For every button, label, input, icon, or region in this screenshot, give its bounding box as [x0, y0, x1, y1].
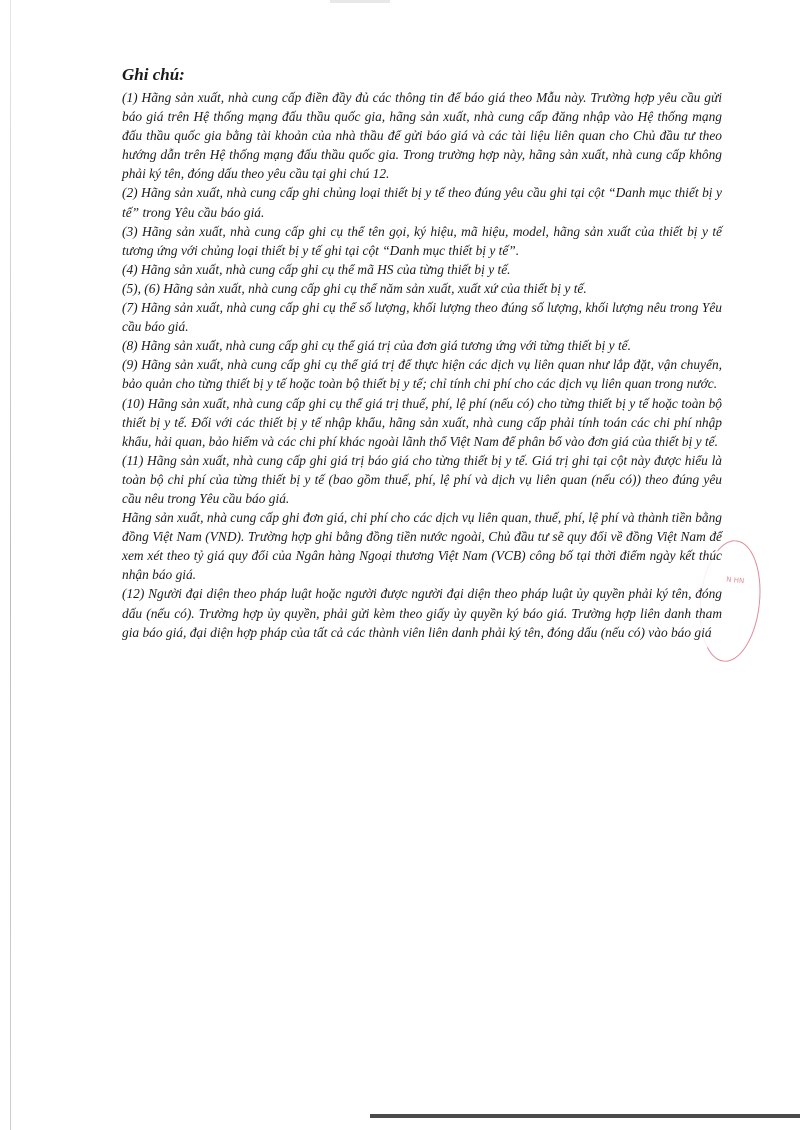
- note-paragraph: (12) Người đại diện theo pháp luật hoặc người được người đại diện theo pháp luật ủy quyền phải ký tên, đóng dấu (nếu có). Trường hợp ủy quyền, phải gửi kèm theo giấy ủy quyền ký báo giá. Trường hợp liên danh tham gia báo giá, đại diện hợp pháp của tất cả các thành viên liên danh phải ký tên, đóng dấu (nếu có) vào báo giá: [122, 586, 722, 640]
- note-paragraph: (3) Hãng sản xuất, nhà cung cấp ghi cụ thể tên gọi, ký hiệu, mã hiệu, model, hãng sản xuất của thiết bị y tế tương ứng với chủng loại thiết bị y tế ghi tại cột “Danh mục thiết bị y tế”.: [122, 223, 722, 258]
- note-paragraph: (1) Hãng sản xuất, nhà cung cấp điền đầy đủ các thông tin để báo giá theo Mẫu này. Trường hợp yêu cầu gửi báo giá trên Hệ thống mạng đấu thầu quốc gia, hãng sản xuất, nhà cung cấp đăng nhập vào Hệ thống mạng đấu thầu quốc gia bằng tài khoản của nhà thầu để gửi báo giá và các tài liệu liên quan cho Chủ đầu tư theo hướng dẫn trên Hệ thống mạng đấu thầu quốc gia. Trong trường hợp này, hãng sản xuất, nhà cung cấp không phải ký tên, đóng dấu theo yêu cầu tại ghi chú 12.: [122, 90, 722, 182]
- scan-left-edge: [10, 0, 11, 1130]
- scan-top-smudge: [330, 0, 390, 3]
- notes-section: [122, 64, 722, 642]
- note-paragraph: (8) Hãng sản xuất, nhà cung cấp ghi cụ thể giá trị của đơn giá tương ứng với từng thiết bị y tế.: [122, 338, 631, 354]
- note-paragraph: (11) Hãng sản xuất, nhà cung cấp ghi giá trị báo giá cho từng thiết bị y tế. Giá trị ghi tại cột này được hiểu là toàn bộ chi phí của từng thiết bị y tế (bao gồm thuế, phí, lệ phí và dịch vụ liên quan (nếu có)) theo đúng yêu cầu nêu trong Yêu cầu báo giá.: [122, 452, 722, 506]
- note-paragraph: (5), (6) Hãng sản xuất, nhà cung cấp ghi cụ thể năm sản xuất, xuất xứ của thiết bị y tế.: [122, 280, 587, 296]
- notes-heading: Ghi chú:: [122, 65, 185, 84]
- note-paragraph: (7) Hãng sản xuất, nhà cung cấp ghi cụ thể số lượng, khối lượng theo đúng số lượng, khối lượng nêu trong Yêu cầu báo giá.: [122, 300, 722, 335]
- stamp-text: N HN: [725, 575, 745, 586]
- note-paragraph: (10) Hãng sản xuất, nhà cung cấp ghi cụ thể giá trị thuế, phí, lệ phí (nếu có) cho từng thiết bị y tế hoặc toàn bộ thiết bị y tế. Đối với các thiết bị y tế nhập khẩu, hãng sản xuất, nhà cung cấp phải tính toán các chi phí nhập khẩu, hải quan, bảo hiểm và các chi phí khác ngoài lãnh thổ Việt Nam để phân bổ vào đơn giá của thiết bị y tế.: [122, 395, 722, 449]
- note-paragraph: (4) Hãng sản xuất, nhà cung cấp ghi cụ thể mã HS của từng thiết bị y tế.: [122, 261, 511, 277]
- note-paragraph: (9) Hãng sản xuất, nhà cung cấp ghi cụ thể giá trị để thực hiện các dịch vụ liên quan như lắp đặt, vận chuyển, bảo quản cho từng thiết bị y tế hoặc toàn bộ thiết bị y tế; chỉ tính chi phí cho các dịch vụ liên quan trong nước.: [122, 357, 722, 392]
- note-paragraph: Hãng sản xuất, nhà cung cấp ghi đơn giá, chi phí cho các dịch vụ liên quan, thuế, phí, lệ phí và thành tiền bằng đồng Việt Nam (VND). Trường hợp ghi bằng đồng tiền nước ngoài, Chủ đầu tư sẽ quy đổi về đồng Việt Nam để xem xét theo tỷ giá quy đổi của Ngân hàng Ngoại thương Việt Nam (VCB) công bố tại thời điểm ngày kết thúc nhận báo giá.: [122, 510, 722, 583]
- scan-bottom-bar: [370, 1114, 800, 1118]
- note-paragraph: (2) Hãng sản xuất, nhà cung cấp ghi chủng loại thiết bị y tế theo đúng yêu cầu ghi tại cột “Danh mục thiết bị y tế” trong Yêu cầu báo giá.: [122, 185, 722, 220]
